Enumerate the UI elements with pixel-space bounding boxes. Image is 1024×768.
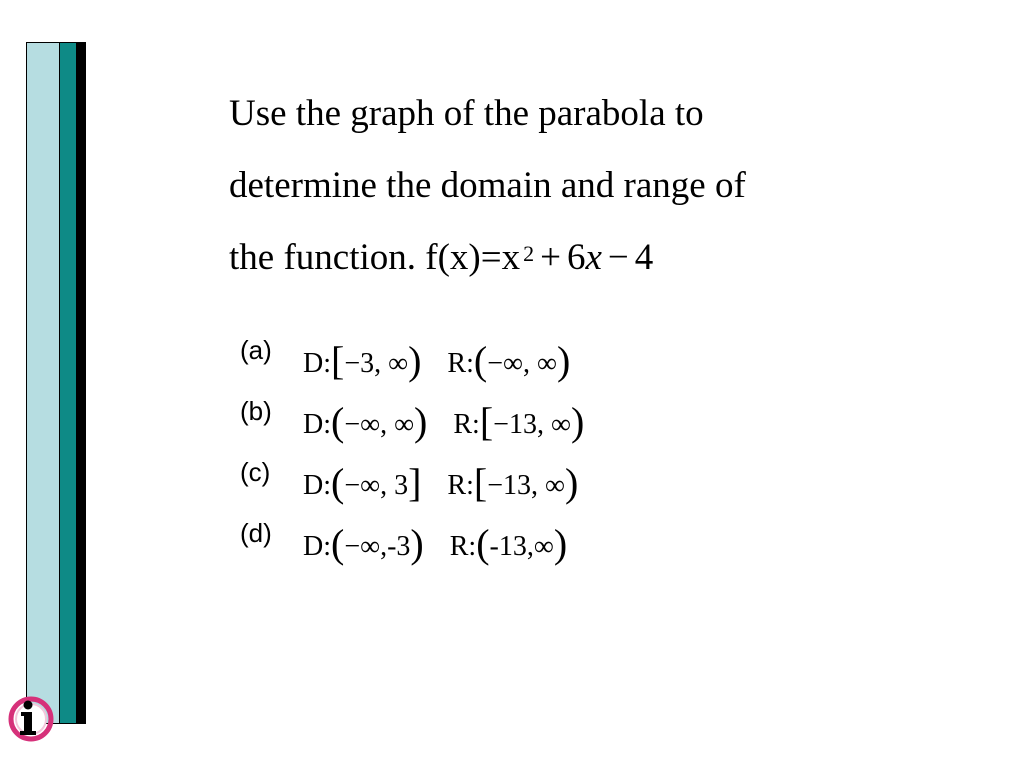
range-prefix: R:	[453, 409, 480, 440]
option-expression	[303, 521, 568, 566]
option-label: (d)	[240, 518, 272, 548]
domain-open-bracket: (	[331, 399, 345, 444]
range-interval: -13,∞	[489, 531, 554, 562]
term-variable: x	[585, 237, 602, 278]
range-close-bracket: )	[556, 338, 571, 383]
range-open-bracket: (	[476, 521, 490, 566]
range-close-bracket: )	[570, 399, 585, 444]
minus-operator: −	[607, 237, 629, 278]
range-interval: −13, ∞	[487, 470, 565, 501]
sidebar-light-bar	[26, 42, 60, 724]
option-expression	[303, 460, 579, 505]
option-label: (a)	[240, 335, 272, 365]
info-icon	[8, 696, 54, 742]
range-prefix: R:	[447, 348, 474, 379]
sidebar-teal-bar	[59, 42, 77, 724]
domain-interval: −∞,-3	[344, 531, 411, 562]
range-interval: −13, ∞	[493, 409, 571, 440]
option-label: (b)	[240, 396, 272, 426]
question-line-2: determine the domain and range of	[229, 165, 746, 206]
domain-interval: −∞, ∞	[344, 409, 415, 440]
question-text	[229, 78, 929, 294]
sidebar-black-bar	[76, 42, 86, 724]
range-close-bracket: )	[564, 460, 579, 505]
option-label: (c)	[240, 457, 271, 487]
domain-prefix: D:	[303, 531, 331, 562]
range-open-bracket: (	[473, 338, 488, 383]
domain-close-bracket: )	[414, 399, 428, 444]
domain-open-bracket: [	[331, 338, 345, 383]
exponent: 2	[523, 241, 535, 266]
constant-term: 4	[634, 237, 654, 278]
domain-close-bracket: )	[408, 338, 422, 383]
option-expression	[303, 399, 585, 444]
term-coefficient: 6	[566, 237, 586, 278]
range-open-bracket: [	[479, 399, 494, 444]
domain-prefix: D:	[303, 348, 331, 379]
range-close-bracket: )	[553, 521, 568, 566]
function-prefix: the function. f(x)=x	[229, 237, 521, 278]
domain-close-bracket: )	[410, 521, 424, 566]
domain-close-bracket: ]	[408, 460, 422, 505]
domain-interval: −3, ∞	[344, 348, 409, 379]
domain-interval: −∞, 3	[344, 470, 409, 501]
question-line-1: Use the graph of the parabola to	[229, 93, 704, 134]
domain-open-bracket: (	[331, 521, 345, 566]
domain-prefix: D:	[303, 409, 331, 440]
range-interval: −∞, ∞	[487, 348, 557, 379]
range-prefix: R:	[449, 531, 477, 562]
domain-prefix: D:	[303, 470, 331, 501]
range-prefix: R:	[447, 470, 474, 501]
plus-operator: +	[540, 237, 561, 278]
range-open-bracket: [	[473, 460, 488, 505]
function-definition	[229, 237, 653, 278]
domain-open-bracket: (	[331, 460, 345, 505]
option-expression	[303, 338, 571, 383]
question-line-3	[229, 222, 929, 294]
